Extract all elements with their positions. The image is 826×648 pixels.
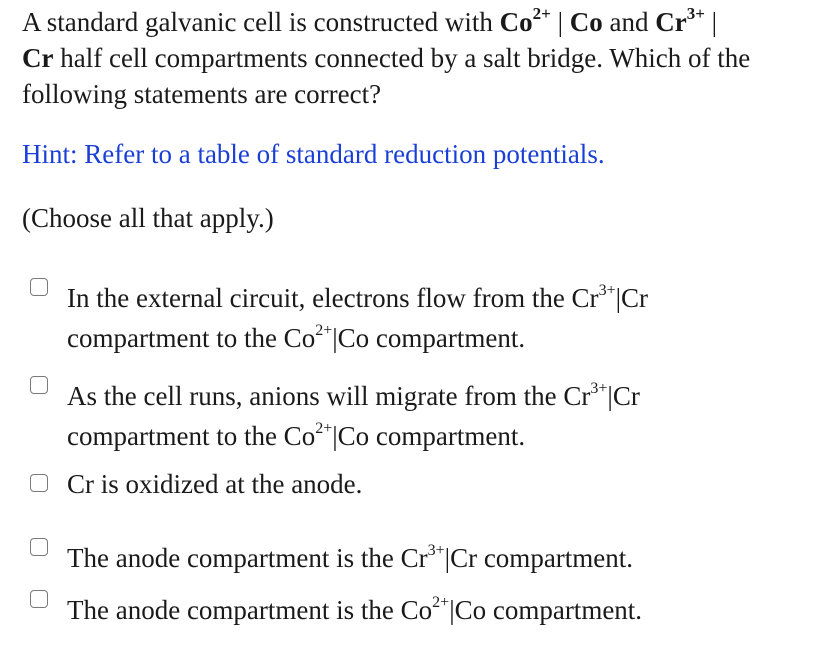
option-4-label: The anode compartment is the $Cr^{3+}|Cr$ compartment.	[67, 542, 634, 573]
chromium-ion-symbol: Cr	[655, 7, 687, 37]
cobalt-symbol: Co	[569, 7, 603, 37]
option-1-label: In the external circuit, electrons flow from the $Cr^{3+}|Cr$ compartment to the $Co^{2+}|Co$ compartment.	[67, 282, 648, 353]
option-5-checkbox[interactable]	[30, 590, 48, 608]
option-3-label: Cr is oxidized at the anode.	[67, 469, 363, 499]
option-1-checkbox[interactable]	[30, 278, 48, 296]
cobalt-charge: 2+	[532, 4, 551, 23]
option-4-checkbox[interactable]	[30, 538, 48, 556]
choose-instruction: (Choose all that apply.)	[22, 203, 274, 233]
cobalt-ion-symbol: Co	[499, 7, 533, 37]
option-2-label: As the cell runs, anions will migrate from the $Cr^{3+}|Cr$ compartment to the $Co^{2+}|Co$ compartment.	[67, 380, 640, 451]
question-text	[22, 4, 812, 112]
question-part: |	[550, 7, 570, 37]
question-part: |	[704, 7, 718, 37]
chromium-charge: 3+	[686, 4, 705, 23]
question-part: half cell compartments connected by a salt bridge. Which of the following statements are correct?	[22, 43, 751, 109]
chromium-symbol: Cr	[22, 43, 54, 73]
question-part: and	[602, 7, 656, 37]
option-2-checkbox[interactable]	[30, 376, 48, 394]
question-part: A standard galvanic cell is constructed with	[22, 7, 500, 37]
option-3-checkbox[interactable]	[30, 474, 48, 492]
option-5-label: The anode compartment is the $Co^{2+}|Co$ compartment.	[67, 594, 643, 625]
hint-text: Hint: Refer to a table of standard reduction potentials.	[22, 139, 605, 169]
